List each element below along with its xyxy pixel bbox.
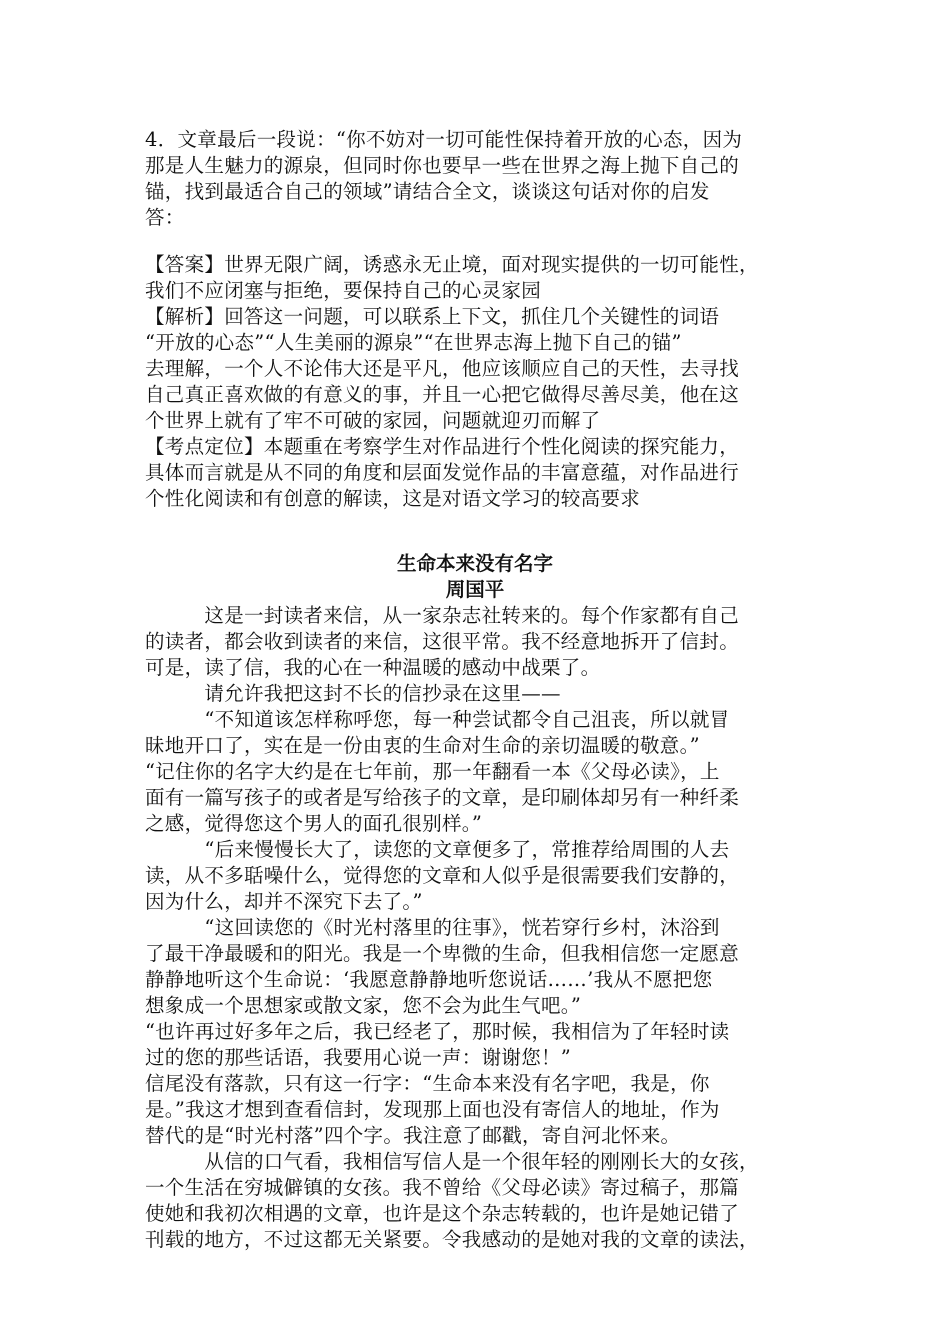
article-line: 的读者，都会收到读者的来信，这很平常。我不经意地拆开了信封。 [145,630,740,653]
article-line: 信尾没有落款，只有这一行字：“生命本来没有名字吧，我是，你 [145,1072,710,1095]
article-line: 从信的口气看，我相信写信人是一个很年轻的刚刚长大的女孩， [145,1150,759,1173]
analysis-line: 去理解，一个人不论伟大还是平凡，他应该顺应自己的天性，去寻找 [145,357,740,380]
analysis-line: 【解析】回答这一问题，可以联系上下文，抓住几个关键性的词语 [145,305,720,328]
article-line: 使她和我初次相遇的文章，也许是这个杂志转载的，也许是她记错了 [145,1202,740,1225]
article-line: 是。”我这才想到查看信封，发现那上面也没有寄信人的地址，作为 [145,1098,720,1121]
article-line: 替代的是“时光村落”四个字。我注意了邮戳，寄自河北怀来。 [145,1124,681,1147]
answer-line: 我们不应闭塞与拒绝，要保持自己的心灵家园 [145,279,542,302]
article-line: 昧地开口了，实在是一份由衷的生命对生命的亲切温暖的敬意。” [145,734,700,757]
key-point-line: 个性化阅读和有创意的解读，这是对语文学习的较高要求 [145,487,641,510]
analysis-line: “开放的心态”“人生美丽的源泉”“在世界志海上抛下自己的锚” [145,331,682,354]
key-point-line: 【考点定位】本题重在考察学生对作品进行个性化阅读的探究能力， [145,435,740,458]
article-line: 面有一篇写孩子的或者是写给孩子的文章，是印刷体却另有一种纤柔 [145,786,740,809]
article-line: 刊载的地方，不过这都无关紧要。令我感动的是她对我的文章的读法， [145,1228,759,1251]
article-line: 可是，读了信，我的心在一种温暖的感动中战栗了。 [145,656,601,679]
article-line: “这回读您的《时光村落里的往事》，恍若穿行乡村，沐浴到 [145,916,720,939]
article-line: 静静地听这个生命说：‘我愿意静静地听您说话……’我从不愿把您 [145,968,713,991]
question-line: 那是人生魅力的源泉，但同时你也要早一些在世界之海上抛下自己的 [145,154,740,177]
article-title: 生命本来没有名字 [396,552,553,575]
article-line: 因为什么，却并不深究下去了。” [145,890,423,913]
article-line: “后来慢慢长大了，读您的文章便多了，常推荐给周围的人去 [145,838,730,861]
question-line: 4．文章最后一段说：“你不妨对一切可能性保持着开放的心态，因为 [145,128,743,151]
article-line: 了最干净最暖和的阳光。我是一个卑微的生命，但我相信您一定愿意 [145,942,740,965]
question-line: 锚，找到最适合自己的领域”请结合全文，谈谈这句话对你的启发 [145,180,710,203]
article-line: “不知道该怎样称呼您，每一种尝试都令自己沮丧，所以就冒 [145,708,730,731]
analysis-line: 个世界上就有了牢不可破的家园，问题就迎刃而解了 [145,409,601,432]
article-line: 之感，觉得您这个男人的面孔很别样。” [145,812,483,835]
article-line: “也许再过好多年之后，我已经老了，那时候，我相信为了年轻时读 [145,1020,730,1043]
analysis-line: 自己真正喜欢做的有意义的事，并且一心把它做得尽善尽美，他在这 [145,383,740,406]
article-line: 过的您的那些话语，我要用心说一声：谢谢您！” [145,1046,572,1069]
article-line: 一个生活在穷城僻镇的女孩。我不曾给《父母必读》寄过稿子，那篇 [145,1176,740,1199]
key-point-line: 具体而言就是从不同的角度和层面发觉作品的丰富意蕴，对作品进行 [145,461,740,484]
article-line: 这是一封读者来信，从一家杂志社转来的。每个作家都有自己 [145,604,740,627]
article-author: 周国平 [445,578,505,601]
article-line: “记住你的名字大约是在七年前，那一年翻看一本《父母必读》，上 [145,760,720,783]
answer-line: 【答案】世界无限广阔，诱惑永无止境，面对现实提供的一切可能性， [145,253,759,276]
article-line: 请允许我把这封不长的信抄录在这里—— [145,682,561,705]
question-answer-prompt: 答： [145,206,185,229]
article-line: 想象成一个思想家或散文家，您不会为此生气吧。” [145,994,582,1017]
article-line: 读，从不多聒噪什么，觉得您的文章和人似乎是很需要我们安静的， [145,864,740,887]
